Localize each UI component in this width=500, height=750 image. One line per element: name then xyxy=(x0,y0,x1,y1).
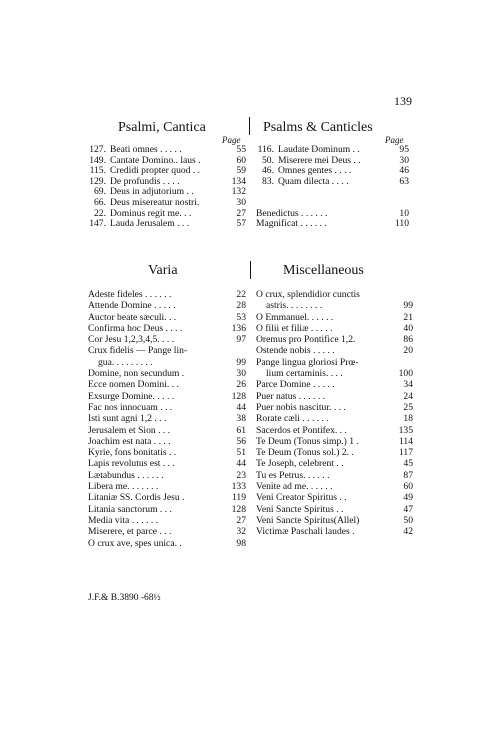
index-entry xyxy=(256,379,413,390)
entry-page: 40 xyxy=(403,322,413,334)
entry-page: 34 xyxy=(403,379,413,391)
entry-page: 27 xyxy=(236,514,246,526)
entry-page: 100 xyxy=(398,368,413,380)
index-entry xyxy=(88,470,246,481)
index-entry xyxy=(88,345,246,356)
entry-page: 136 xyxy=(231,322,246,334)
entry-title: Veni Sancte Spiritus(Allel) xyxy=(256,514,360,526)
index-entry xyxy=(256,402,413,413)
entry-page: 63 xyxy=(399,175,409,187)
index-entry xyxy=(256,458,413,469)
entry-title: Omnes gentes . . . . xyxy=(278,165,352,177)
page-column-label-left: Page xyxy=(222,135,241,145)
entry-title: Deus in adjutorium . . xyxy=(110,186,194,198)
entry-page: 23 xyxy=(236,469,246,481)
index-entry xyxy=(88,312,246,323)
page-number: 139 xyxy=(394,94,412,108)
entry-title: Auctor beate sæculi. . . xyxy=(88,311,177,323)
entry-title: Deus misereatur nostri. xyxy=(110,196,200,208)
entry-page: 57 xyxy=(236,218,246,230)
entry-title: Lætabundus . . . . . . xyxy=(88,469,164,481)
index-entry xyxy=(256,145,409,156)
entry-title: Fac nos innocuam . . . xyxy=(88,401,173,413)
entry-title: Te Deum (Tonus sol.) 2. . xyxy=(256,447,354,459)
index-entry xyxy=(88,436,246,447)
index-entry xyxy=(256,345,413,356)
index-entry xyxy=(88,334,246,345)
entry-title: O crux, splendidior cunctis xyxy=(256,289,360,300)
entry-page: 110 xyxy=(394,218,409,230)
index-entry xyxy=(88,402,246,413)
entry-page: 98 xyxy=(236,537,246,549)
index-entry xyxy=(88,481,246,492)
entry-page: 99 xyxy=(403,300,413,312)
entry-title: Puer natus . . . . . . xyxy=(256,390,326,402)
entry-page: 61 xyxy=(236,424,246,436)
entry-title: Oremus pro Pontifice 1,2. xyxy=(256,334,356,346)
entry-title: astris. . . . . . . . xyxy=(266,300,323,312)
entry-title: Te Joseph, celebrent . . xyxy=(256,458,344,470)
index-entry xyxy=(88,289,246,300)
psalmi-cantica-heading: Psalmi, Cantica xyxy=(118,120,206,135)
entry-page: 128 xyxy=(231,390,246,402)
index-entry xyxy=(256,187,409,198)
entry-title: Ecce nomen Domini. . . xyxy=(88,379,179,391)
entry-page: 53 xyxy=(236,311,246,323)
entry-page: 95 xyxy=(399,144,409,155)
entry-page: 42 xyxy=(403,526,413,538)
index-entry xyxy=(256,198,409,209)
entry-page: 30 xyxy=(236,368,246,380)
index-entry xyxy=(256,526,413,537)
entry-title: Attende Domine . . . . . xyxy=(88,300,176,312)
entry-page: 60 xyxy=(403,481,413,493)
index-entry xyxy=(88,447,246,458)
entry-title: Tu es Petrus. . . . . . xyxy=(256,469,330,481)
entry-page: 28 xyxy=(236,300,246,312)
entry-page: 59 xyxy=(236,165,246,177)
entry-page: 18 xyxy=(403,413,413,425)
psalm-number: 50. xyxy=(262,154,274,166)
entry-page: 44 xyxy=(236,458,246,470)
index-entry xyxy=(88,538,246,549)
varia-list xyxy=(88,289,246,549)
entry-page: 55 xyxy=(236,144,246,155)
index-entry xyxy=(256,357,413,368)
entry-page: 132 xyxy=(231,186,246,198)
index-entry xyxy=(88,504,246,515)
psalms-latin-list xyxy=(88,145,246,230)
index-entry xyxy=(88,219,246,230)
entry-page: 10 xyxy=(399,207,409,219)
entry-title: lium certaminis. . . . xyxy=(266,368,343,380)
entry-title: Pange lingua gloriosi Prœ- xyxy=(256,356,359,368)
index-entry xyxy=(88,425,246,436)
entry-page: 27 xyxy=(236,207,246,219)
entry-title: Libera me. . . . . . . xyxy=(88,481,159,493)
entry-page: 47 xyxy=(403,503,413,515)
entry-title: Crux fidelis — Pange lin- xyxy=(88,345,188,357)
psalm-number: 115. xyxy=(89,165,106,177)
psalm-number: 66. xyxy=(94,196,106,208)
entry-title: Cantate Domino.. laus . xyxy=(110,154,201,166)
psalm-number: 22. xyxy=(94,207,106,219)
index-entry xyxy=(256,300,413,311)
psalm-number: 116. xyxy=(257,144,274,155)
entry-title: Cor Jesu 1,2,3,4,5. . . . xyxy=(88,334,175,346)
index-entry xyxy=(88,458,246,469)
entry-page: 32 xyxy=(236,526,246,538)
entry-page: 60 xyxy=(236,154,246,166)
psalm-number: 127. xyxy=(89,144,106,155)
psalms-english-list xyxy=(256,145,409,230)
entry-title: Beati omnes . . . . . xyxy=(110,144,182,155)
entry-page: 128 xyxy=(231,503,246,515)
entry-title: Media vita . . . . . . xyxy=(88,514,159,526)
entry-title: Benedictus . . . . . . xyxy=(256,207,328,219)
index-entry xyxy=(256,323,413,334)
entry-title: Litaniæ SS. Cordis Jesu . xyxy=(88,492,185,504)
index-entry xyxy=(256,470,413,481)
psalm-number: 46. xyxy=(262,165,274,177)
entry-page: 133 xyxy=(231,481,246,493)
entry-page: 30 xyxy=(399,154,409,166)
entry-title: Te Deum (Tonus simp.) 1 . xyxy=(256,435,359,447)
entry-title: Veni Sancte Spiritus . . xyxy=(256,503,344,515)
index-entry xyxy=(256,312,413,323)
entry-title: Victimæ Paschali laudes . xyxy=(256,526,355,538)
index-entry xyxy=(256,515,413,526)
entry-page: 119 xyxy=(231,492,246,504)
entry-title: De profundis . . . . xyxy=(110,175,180,187)
index-entry xyxy=(256,436,413,447)
entry-page: 51 xyxy=(236,447,246,459)
entry-title: gua. . . . . . . . . xyxy=(98,356,153,368)
entry-title: Dominus regit me. . . xyxy=(110,207,192,219)
index-entry xyxy=(256,492,413,503)
printer-mark: J.F.& B.3890 -68½ xyxy=(88,593,161,603)
entry-title: Veni Creator Spiritus . . xyxy=(256,492,347,504)
index-entry xyxy=(256,219,409,230)
entry-title: Domine, non secundum . xyxy=(88,368,185,380)
entry-page: 24 xyxy=(403,390,413,402)
index-entry xyxy=(256,413,413,424)
entry-page: 38 xyxy=(236,413,246,425)
entry-page: 114 xyxy=(398,435,413,447)
entry-page: 97 xyxy=(236,334,246,346)
entry-title: Kyrie, fons bonitatis . . xyxy=(88,447,177,459)
entry-page: 117 xyxy=(398,447,413,459)
entry-title: Sacerdos et Pontifex. . . xyxy=(256,424,347,436)
heading-divider-2 xyxy=(250,261,251,279)
entry-page: 49 xyxy=(403,492,413,504)
index-entry xyxy=(88,198,246,209)
entry-title: Lapis revolutus est . . . xyxy=(88,458,175,470)
entry-title: Venite ad me. . . . . . xyxy=(256,481,333,493)
entry-page: 25 xyxy=(403,401,413,413)
entry-title: Adeste fideles . . . . . . xyxy=(88,289,172,300)
index-entry xyxy=(88,323,246,334)
entry-title: Confirma hoc Deus . . . . xyxy=(88,322,183,334)
psalm-number: 149. xyxy=(89,154,106,166)
entry-title: Parce Domine . . . . . xyxy=(256,379,335,391)
entry-page: 30 xyxy=(236,196,246,208)
entry-page: 22 xyxy=(236,289,246,300)
index-entry xyxy=(256,504,413,515)
entry-title: O crux ave, spes unica. . xyxy=(88,537,182,549)
entry-page: 20 xyxy=(403,345,413,357)
index-entry xyxy=(256,368,413,379)
index-entry xyxy=(88,145,246,156)
entry-page: 56 xyxy=(236,435,246,447)
index-entry xyxy=(88,413,246,424)
index-entry xyxy=(88,379,246,390)
varia-heading: Varia xyxy=(148,263,178,278)
entry-page: 134 xyxy=(231,175,246,187)
index-entry xyxy=(88,492,246,503)
index-entry xyxy=(256,425,413,436)
entry-title: Magnificat . . . . . . xyxy=(256,218,327,230)
index-entry xyxy=(88,391,246,402)
entry-page: 99 xyxy=(236,356,246,368)
index-entry xyxy=(256,447,413,458)
index-entry xyxy=(88,515,246,526)
entry-title: Lauda Jerusalem . . . xyxy=(110,218,190,230)
entry-title: Ostende nobis . . . . . xyxy=(256,345,335,357)
entry-title: Exsurge Domine. . . . . xyxy=(88,390,175,402)
index-entry xyxy=(88,368,246,379)
entry-title: O Emmanuel. . . . . . xyxy=(256,311,334,323)
entry-page: 135 xyxy=(398,424,413,436)
index-entry xyxy=(88,300,246,311)
index-entry xyxy=(88,526,246,537)
page-column-label-right: Page xyxy=(385,135,404,145)
index-entry xyxy=(256,289,413,300)
entry-title: Miserere mei Deus . . xyxy=(278,154,361,166)
index-entry xyxy=(256,481,413,492)
entry-title: Joachim est nata . . . . xyxy=(88,435,171,447)
index-entry xyxy=(256,177,409,188)
psalm-number: 129. xyxy=(89,175,106,187)
entry-page: 46 xyxy=(399,165,409,177)
index-entry xyxy=(256,334,413,345)
entry-page: 45 xyxy=(403,458,413,470)
entry-page: 86 xyxy=(403,334,413,346)
psalm-number: 147. xyxy=(89,218,106,230)
entry-title: Laudate Dominum . . xyxy=(278,144,360,155)
entry-page: 87 xyxy=(403,469,413,481)
psalms-canticles-heading: Psalms & Canticles xyxy=(263,120,373,135)
entry-title: Credidi propter quod . . xyxy=(110,165,201,177)
entry-page: 50 xyxy=(403,514,413,526)
entry-title: Jerusalem et Sion . . . xyxy=(88,424,171,436)
psalm-number: 83. xyxy=(262,175,274,187)
entry-title: Puer nobis nascitur. . . . xyxy=(256,401,346,413)
entry-title: Miserere, et parce . . . xyxy=(88,526,172,538)
entry-title: Isti sunt agni 1,2 . . . xyxy=(88,413,167,425)
entry-title: Rorate cæli . . . . . . xyxy=(256,413,329,425)
index-entry xyxy=(88,357,246,368)
entry-page: 44 xyxy=(236,401,246,413)
index-entry xyxy=(256,391,413,402)
miscellaneous-heading: Miscellaneous xyxy=(283,263,364,278)
entry-title: O filii et filiæ . . . . . xyxy=(256,322,333,334)
miscellaneous-list xyxy=(256,289,413,538)
psalm-number: 69. xyxy=(94,186,106,198)
entry-page: 21 xyxy=(403,311,413,323)
entry-title: Litania sanctorum . . . xyxy=(88,503,172,515)
heading-divider-1 xyxy=(249,117,250,135)
entry-page: 26 xyxy=(236,379,246,391)
entry-title: Quam dilecta . . . . xyxy=(278,175,349,187)
